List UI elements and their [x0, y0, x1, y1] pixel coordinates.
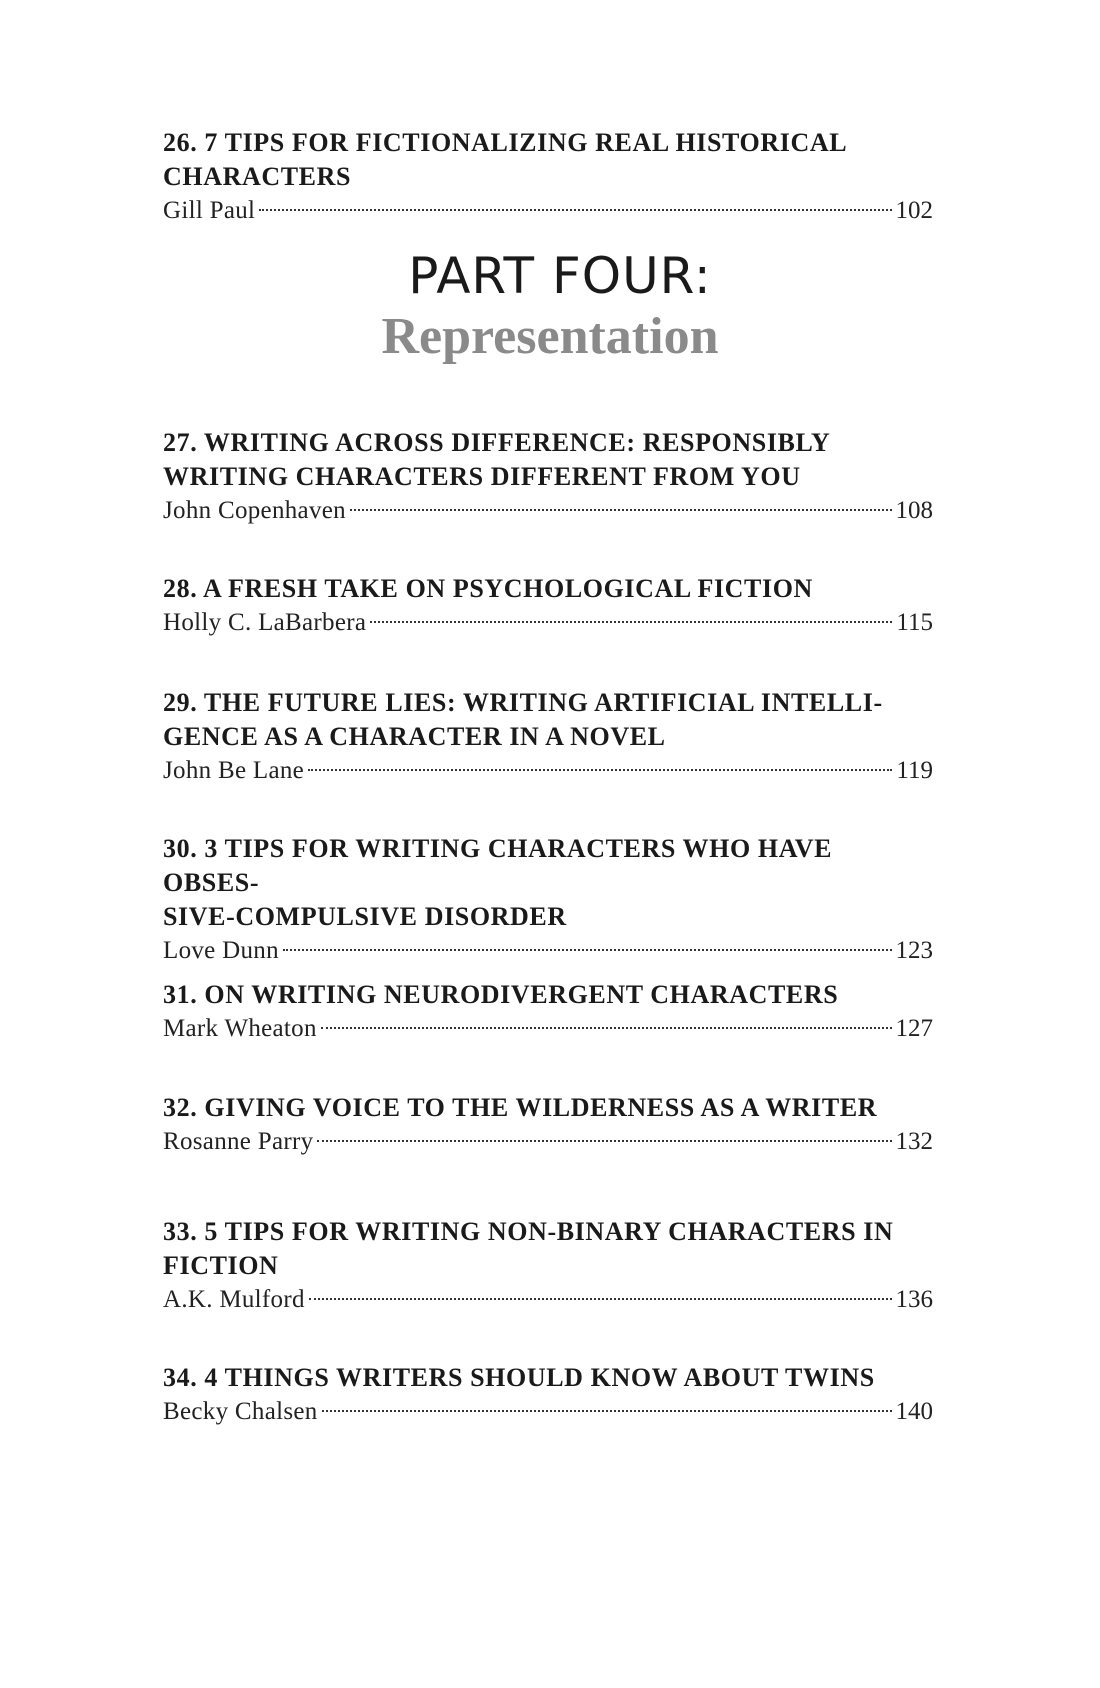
entry-title-line: 26. 7 TIPS FOR FICTIONALIZING REAL HISTORICAL [163, 128, 848, 157]
entry-author-line [163, 1395, 933, 1429]
part-title: PART FOUR: [408, 247, 712, 305]
toc-entry-30[interactable] [163, 832, 933, 968]
entry-page-number: 123 [895, 937, 933, 964]
entry-title-line: WRITING CHARACTERS DIFFERENT FROM YOU [163, 462, 801, 491]
entry-title-line: 32. GIVING VOICE TO THE WILDERNESS AS A WRITER [163, 1093, 878, 1122]
dot-leader [370, 621, 892, 623]
entry-title [163, 832, 933, 934]
dot-leader [309, 1298, 892, 1300]
entry-title-line: GENCE AS A CHARACTER IN A NOVEL [163, 722, 666, 751]
entry-title [163, 572, 933, 606]
toc-entry-26[interactable] [163, 126, 933, 228]
entry-title [163, 1091, 933, 1125]
entry-author: Love Dunn [163, 937, 279, 964]
toc-entry-29[interactable] [163, 686, 933, 788]
entry-title [163, 1361, 933, 1395]
entry-author-line [163, 494, 933, 528]
toc-entry-27[interactable] [163, 426, 933, 528]
entry-title-line: 34. 4 THINGS WRITERS SHOULD KNOW ABOUT TWINS [163, 1363, 875, 1392]
toc-entry-31[interactable] [163, 978, 933, 1046]
entry-title-line: CHARACTERS [163, 162, 352, 191]
entry-author-line [163, 934, 933, 968]
dot-leader [322, 1410, 892, 1412]
toc-entry-34[interactable] [163, 1361, 933, 1429]
entry-title [163, 978, 933, 1012]
entry-title [163, 426, 933, 494]
entry-page-number: 136 [895, 1286, 933, 1313]
dot-leader [283, 949, 892, 951]
dot-leader [350, 509, 892, 511]
entry-title-line: FICTION [163, 1251, 279, 1280]
entry-page-number: 132 [895, 1128, 933, 1155]
entry-author: John Copenhaven [163, 497, 346, 524]
dot-leader [317, 1140, 891, 1142]
entry-author-line [163, 1012, 933, 1046]
entry-page-number: 102 [895, 197, 933, 224]
entry-author-line [163, 754, 933, 788]
entry-title-line: 30. 3 TIPS FOR WRITING CHARACTERS WHO HAVE OBSES- [163, 834, 833, 897]
entry-title [163, 1215, 933, 1283]
entry-author-line [163, 1125, 933, 1159]
entry-title-line: 29. THE FUTURE LIES: WRITING ARTIFICIAL INTELLI- [163, 688, 883, 717]
entry-page-number: 119 [896, 757, 933, 784]
entry-title-line: 28. A FRESH TAKE ON PSYCHOLOGICAL FICTION [163, 574, 813, 603]
entry-page-number: 127 [895, 1015, 933, 1042]
entry-page-number: 140 [895, 1398, 933, 1425]
entry-author: Holly C. LaBarbera [163, 609, 367, 636]
entry-author-line [163, 194, 933, 228]
toc-entry-28[interactable] [163, 572, 933, 640]
entry-author-line [163, 606, 933, 640]
entry-page-number: 115 [896, 609, 933, 636]
entry-author-line [163, 1283, 933, 1317]
dot-leader [259, 209, 891, 211]
entry-title-line: 33. 5 TIPS FOR WRITING NON-BINARY CHARACTERS IN [163, 1217, 894, 1246]
entry-title [163, 686, 933, 754]
dot-leader [321, 1027, 892, 1029]
toc-entry-33[interactable] [163, 1215, 933, 1317]
entry-title-line: SIVE-COMPULSIVE DISORDER [163, 902, 567, 931]
entry-author: A.K. Mulford [163, 1286, 305, 1313]
entry-author: Mark Wheaton [163, 1015, 317, 1042]
toc-entry-32[interactable] [163, 1091, 933, 1159]
dot-leader [308, 769, 892, 771]
entry-author: Gill Paul [163, 197, 256, 224]
entry-title [163, 126, 933, 194]
part-subtitle: Representation [381, 308, 719, 365]
entry-title-line: 31. ON WRITING NEURODIVERGENT CHARACTERS [163, 980, 839, 1009]
entry-author: Rosanne Parry [163, 1128, 314, 1155]
entry-author: Becky Chalsen [163, 1398, 318, 1425]
entry-title-line: 27. WRITING ACROSS DIFFERENCE: RESPONSIBLY [163, 428, 831, 457]
entry-page-number: 108 [895, 497, 933, 524]
entry-author: John Be Lane [163, 757, 305, 784]
